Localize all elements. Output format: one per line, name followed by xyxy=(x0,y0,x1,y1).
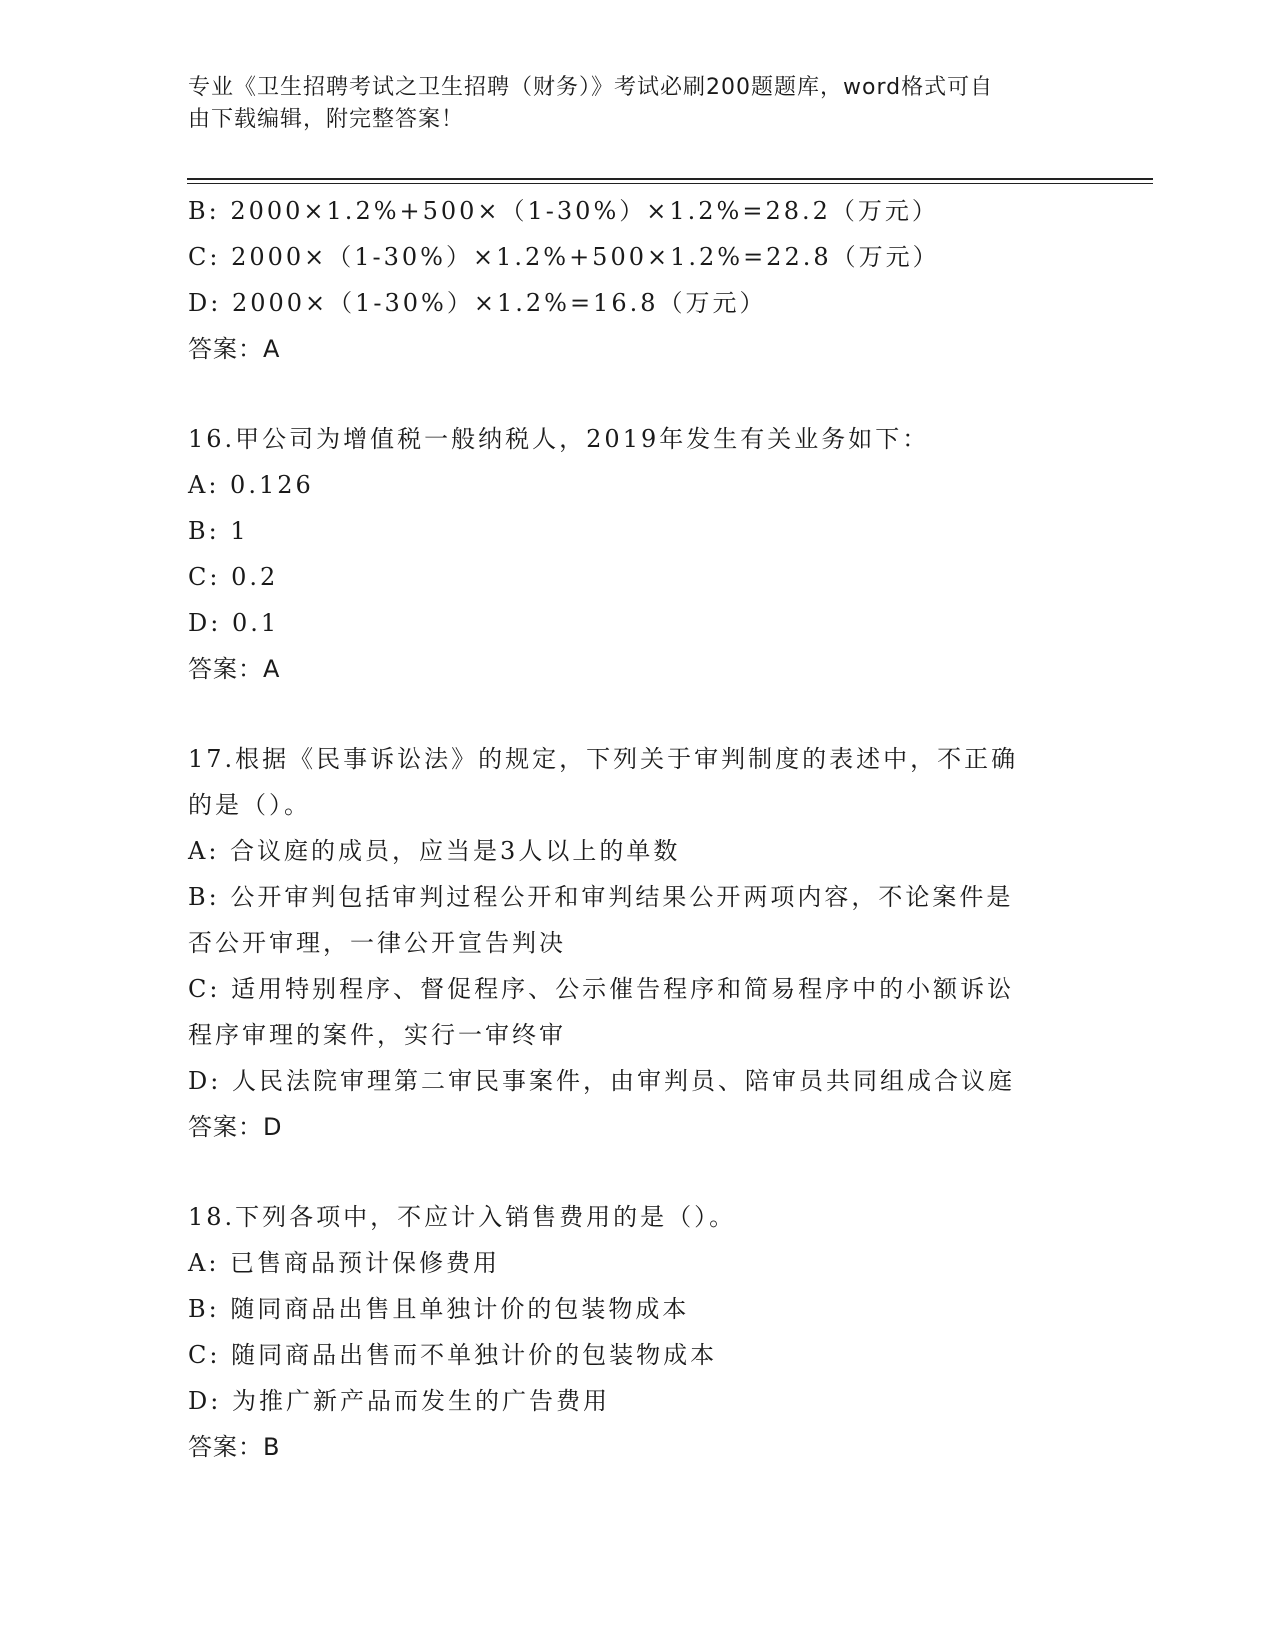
option-c-line-1: C: 适用特别程序、督促程序、公示催告程序和简易程序中的小额诉讼 xyxy=(188,975,1015,1003)
question-17 xyxy=(188,736,1088,1150)
option-b: B: 2000×1.2%+500×（1-30%）×1.2%=28.2（万元） xyxy=(188,197,939,225)
option-b: B: 随同商品出售且单独计价的包装物成本 xyxy=(188,1295,690,1323)
option-a: A: 0.126 xyxy=(188,471,314,499)
answer: 答案：D xyxy=(188,1113,283,1141)
option-d: D: 0.1 xyxy=(188,609,280,637)
question-18 xyxy=(188,1194,1088,1470)
option-c-line-2: 程序审理的案件，实行一审终审 xyxy=(188,1021,566,1049)
option-a: A: 已售商品预计保修费用 xyxy=(188,1249,501,1277)
spacer xyxy=(188,372,1088,416)
answer: 答案：B xyxy=(188,1433,281,1461)
document-header xyxy=(188,72,1068,136)
answer: 答案：A xyxy=(188,655,281,683)
option-c: C: 随同商品出售而不单独计价的包装物成本 xyxy=(188,1341,718,1369)
option-b-line-2: 否公开审理，一律公开宣告判决 xyxy=(188,929,566,957)
option-c: C: 0.2 xyxy=(188,563,279,591)
question-text-line-1: 17.根据《民事诉讼法》的规定，下列关于审判制度的表述中，不正确 xyxy=(188,745,1019,773)
option-a: A: 合议庭的成员，应当是3人以上的单数 xyxy=(188,837,681,865)
question-text: 18.下列各项中，不应计入销售费用的是（）。 xyxy=(188,1203,737,1231)
header-divider-thin xyxy=(187,183,1153,184)
question-text-line-2: 的是（）。 xyxy=(188,791,311,819)
question-list xyxy=(188,188,1088,1470)
answer: 答案：A xyxy=(188,335,281,363)
question-text: 16.甲公司为增值税一般纳税人，2019年发生有关业务如下： xyxy=(188,425,930,453)
option-d: D: 2000×（1-30%）×1.2%=16.8（万元） xyxy=(188,289,767,317)
spacer xyxy=(188,692,1088,736)
header-line-1: 专业《卫生招聘考试之卫生招聘（财务）》考试必刷200题题库，word格式可自 xyxy=(188,75,994,100)
option-d: D: 为推广新产品而发生的广告费用 xyxy=(188,1387,610,1415)
question-15 xyxy=(188,188,1088,372)
option-d: D: 人民法院审理第二审民事案件，由审判员、陪审员共同组成合议庭 xyxy=(188,1067,1015,1095)
option-b-line-1: B: 公开审判包括审判过程公开和审判结果公开两项内容，不论案件是 xyxy=(188,883,1014,911)
header-divider-thick xyxy=(187,178,1153,180)
header-line-2: 由下载编辑，附完整答案！ xyxy=(188,107,465,132)
option-c: C: 2000×（1-30%）×1.2%+500×1.2%=22.8（万元） xyxy=(188,243,940,271)
question-16 xyxy=(188,416,1088,692)
option-b: B: 1 xyxy=(188,517,249,545)
spacer xyxy=(188,1150,1088,1194)
